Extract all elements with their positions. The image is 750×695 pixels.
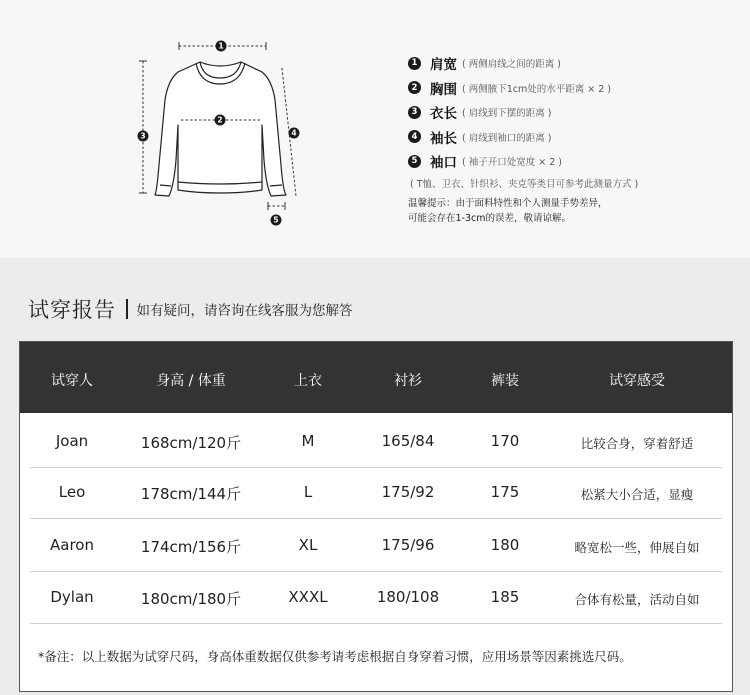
marker-1: 1: [218, 41, 224, 51]
cell-tester: Joan: [55, 432, 89, 450]
legend-item: [408, 51, 738, 76]
table-row: [30, 572, 722, 624]
cell-pants: 185: [490, 588, 520, 606]
marker-5: 5: [273, 215, 279, 225]
cell-shirt: 175/92: [381, 483, 435, 501]
table-row: [30, 416, 722, 468]
marker-3: 3: [140, 131, 146, 141]
legend-note: ( T恤、卫衣、针织衫、夹克等类目可参考此测量方式 ): [410, 178, 639, 190]
cell-height-weight: 174cm/156斤: [140, 538, 242, 556]
cell-tester: Aaron: [50, 536, 94, 554]
cell-shirt: 165/84: [381, 432, 435, 450]
cell-feeling: 合体有松量，活动自如: [574, 592, 700, 607]
legend-number: 3: [408, 106, 421, 119]
fit-report-table: [19, 341, 733, 692]
legend-number: 5: [408, 155, 421, 168]
cell-feeling: 松紧大小合适，显瘦: [580, 487, 694, 502]
header-cell: 裤装: [491, 373, 519, 389]
cell-pants: 170: [490, 432, 520, 450]
report-header: [28, 294, 353, 324]
cell-top: L: [303, 483, 313, 501]
measurement-legend: [408, 51, 738, 190]
legend-desc: ( 肩线到袖口的距离 ): [462, 132, 552, 144]
legend-name: 袖长: [430, 130, 457, 147]
cell-height-weight: 180cm/180斤: [140, 590, 242, 608]
legend-name: 衣长: [430, 106, 457, 123]
legend-number: 1: [408, 57, 421, 70]
measurement-guide-section: [0, 0, 750, 258]
legend-name: 袖口: [430, 155, 457, 172]
cell-pants: 180: [490, 536, 520, 554]
table-header: [20, 342, 732, 413]
legend-item: [408, 100, 738, 125]
tip-line: 可能会存在1-3cm的误差，敬请谅解。: [408, 213, 571, 224]
legend-desc: ( 袖子开口处宽度 × 2 ): [462, 157, 562, 169]
legend-number: 4: [408, 130, 421, 143]
cell-shirt: 175/96: [381, 536, 435, 554]
legend-desc: ( 两侧肩线之间的距离 ): [462, 59, 561, 71]
table-footnote: *备注：以上数据为试穿尺码，身高体重数据仅供参考请考虑根据自身穿着习惯，应用场景等因素挑选尺码。: [38, 649, 632, 664]
report-title: 试穿报告: [28, 298, 116, 322]
cell-height-weight: 168cm/120斤: [140, 434, 242, 452]
cell-feeling: 略宽松一些，伸展自如: [574, 540, 700, 555]
legend-item: [408, 125, 738, 150]
cell-top: XL: [298, 536, 318, 554]
header-cell: 试穿人: [51, 373, 93, 389]
header-cell: 试穿感受: [609, 373, 665, 389]
warm-tip: [408, 196, 608, 226]
marker-4: 4: [291, 128, 297, 138]
cell-tester: Leo: [58, 483, 86, 501]
legend-desc: ( 两侧腋下1cm处的水平距离 × 2 ): [462, 83, 612, 95]
title-divider: [126, 299, 128, 319]
cell-feeling: 比较合身，穿着舒适: [580, 436, 694, 451]
legend-desc: ( 肩线到下摆的距离 ): [462, 108, 552, 120]
header-cell: 衬衫: [394, 373, 422, 389]
cell-height-weight: 178cm/144斤: [140, 485, 242, 503]
marker-2: 2: [217, 115, 223, 125]
table-row: [30, 518, 722, 572]
legend-item: [408, 76, 738, 101]
sweater-outline: [155, 62, 286, 196]
cell-top: XXXL: [288, 588, 328, 606]
legend-item: [408, 149, 738, 174]
cell-top: M: [301, 432, 315, 450]
header-cell: 上衣: [294, 373, 322, 389]
header-cell: 身高 / 体重: [156, 373, 226, 389]
legend-name: 胸围: [430, 81, 457, 98]
legend-name: 肩宽: [430, 57, 457, 74]
cell-shirt: 180/108: [376, 588, 440, 606]
cell-tester: Dylan: [50, 588, 94, 606]
table-row: [30, 467, 722, 519]
tip-line: 温馨提示：由于面料特性和个人测量手势差异，: [408, 198, 608, 209]
legend-number: 2: [408, 81, 421, 94]
cell-pants: 175: [490, 483, 520, 501]
report-subtitle: 如有疑问，请咨询在线客服为您解答: [136, 303, 353, 319]
